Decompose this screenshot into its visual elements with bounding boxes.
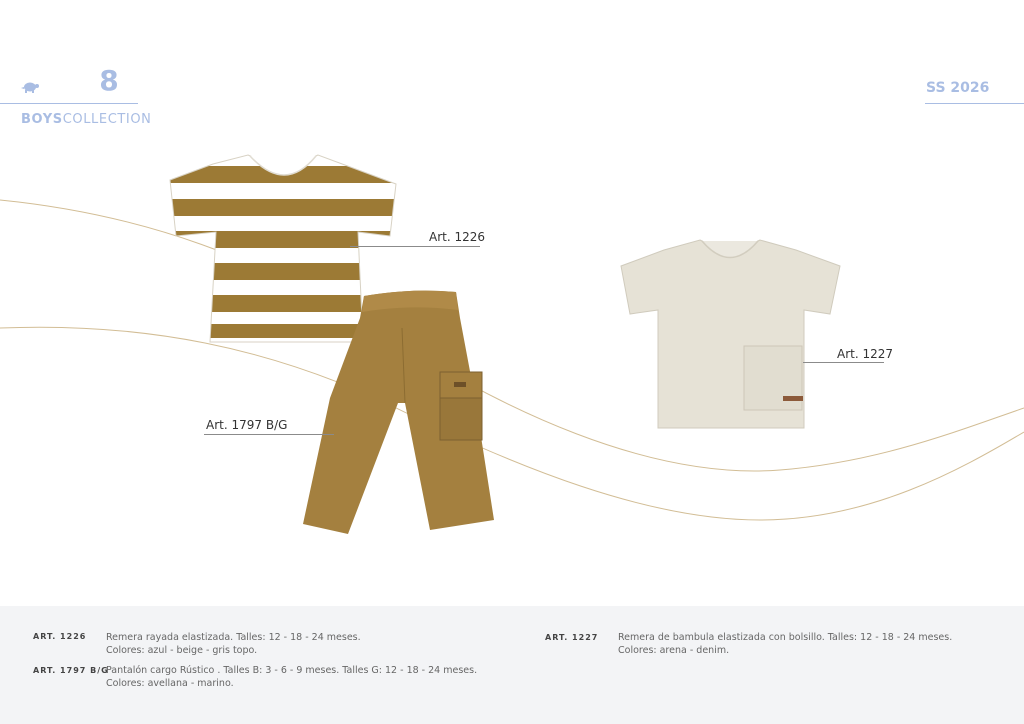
season-label: SS 2026 <box>926 80 990 96</box>
footer-desc-1227-line1: Remera de bambula elastizada con bolsillo. Talles: 12 - 18 - 24 meses. <box>618 632 953 643</box>
callout-art-1226: Art. 1226 <box>429 230 486 244</box>
callout-art-1227: Art. 1227 <box>837 347 894 361</box>
header-rule-right <box>925 103 1024 104</box>
collection-title-light: COLLECTION <box>62 112 152 127</box>
curve-1 <box>0 200 1024 471</box>
collection-title-bold: BOYS <box>21 112 63 127</box>
footer-desc-1227-line2: Colores: arena - denim. <box>618 645 730 656</box>
callout-line-art-1227 <box>803 362 884 363</box>
footer-code-1227: ART. 1227 <box>545 633 599 642</box>
cargo-pants-image <box>300 288 500 538</box>
callout-line-art-1226 <box>350 246 480 247</box>
callout-art-1797: Art. 1797 B/G <box>206 418 288 432</box>
header-rule-left <box>0 103 138 104</box>
footer-code-1226: ART. 1226 <box>33 632 87 641</box>
page-number: 8 <box>99 64 119 97</box>
footer-desc-1226-line1: Remera rayada elastizada. Talles: 12 - 18 - 24 meses. <box>106 632 361 643</box>
turtle-logo-icon <box>21 80 39 99</box>
footer-desc-1797-line2: Colores: avellana - marino. <box>106 678 234 689</box>
collection-title <box>21 112 152 127</box>
cream-tshirt-image <box>618 236 844 432</box>
callout-line-art-1797 <box>204 434 334 435</box>
footer-desc-1226-line2: Colores: azul - beige - gris topo. <box>106 645 258 656</box>
footer-desc-1797-line1: Pantalón cargo Rústico . Talles B: 3 - 6 - 9 meses. Talles G: 12 - 18 - 24 meses. <box>106 665 478 676</box>
footer-code-1797: ART. 1797 B/G <box>33 666 109 675</box>
